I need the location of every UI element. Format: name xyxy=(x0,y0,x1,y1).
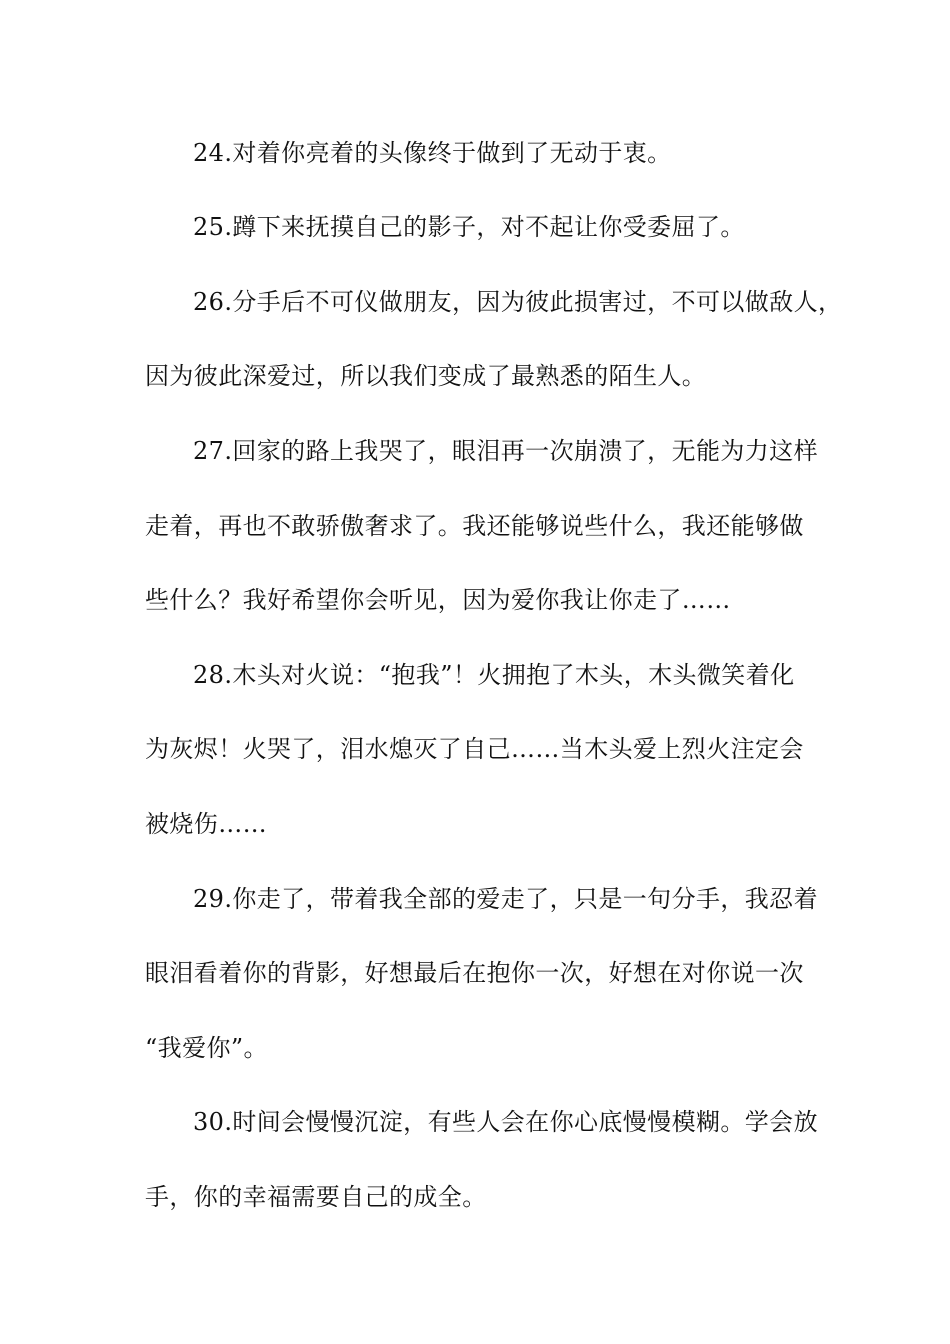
paragraph-27-line-1: 27.回家的路上我哭了，眼泪再一次崩溃了，无能为力这样 xyxy=(193,437,818,465)
paragraph-30-line-1: 30.时间会慢慢沉淀，有些人会在你心底慢慢模糊。学会放 xyxy=(193,1108,818,1136)
paragraph-26-line-1: 26.分手后不可仪做朋友，因为彼此损害过，不可以做敌人， xyxy=(193,288,843,316)
paragraph-28-line-3: 被烧伤…… xyxy=(145,810,267,838)
paragraph-28-line-2: 为灰烬！火哭了，泪水熄灭了自己……当木头爱上烈火注定会 xyxy=(145,735,804,763)
paragraph-25-line-1: 25.蹲下来抚摸自己的影子，对不起让你受委屈了。 xyxy=(193,213,745,241)
paragraph-29-line-2: 眼泪看着你的背影，好想最后在抱你一次，好想在对你说一次 xyxy=(145,959,804,987)
paragraph-28-line-1: 28.木头对火说：“抱我”！火拥抱了木头，木头微笑着化 xyxy=(193,661,795,689)
paragraph-27-line-3: 些什么？我好希望你会听见，因为爱你我让你走了…… xyxy=(145,586,731,614)
paragraph-30-line-2: 手，你的幸福需要自己的成全。 xyxy=(145,1183,487,1211)
paragraph-26-line-2: 因为彼此深爱过，所以我们变成了最熟悉的陌生人。 xyxy=(145,362,707,390)
paragraph-27-line-2: 走着，再也不敢骄傲奢求了。我还能够说些什么，我还能够做 xyxy=(145,512,804,540)
paragraph-29-line-1: 29.你走了，带着我全部的爱走了，只是一句分手，我忍着 xyxy=(193,885,818,913)
paragraph-24-line-1: 24.对着你亮着的头像终于做到了无动于衷。 xyxy=(193,139,672,167)
paragraph-29-line-3: “我爱你”。 xyxy=(145,1034,268,1062)
